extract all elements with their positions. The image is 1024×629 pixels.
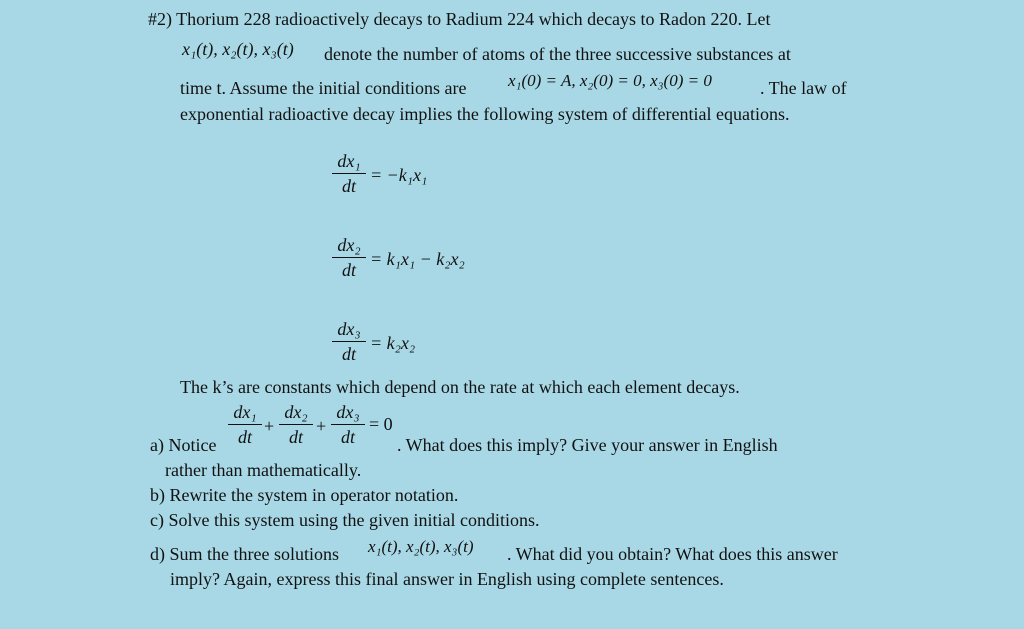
- part-a-label: a) Notice: [150, 435, 217, 455]
- initial-conditions: x₁(0) = A, x₂(0) = 0, x₃(0) = 0: [508, 71, 712, 90]
- denote-line: denote the number of atoms of the three successive substances at: [324, 44, 791, 64]
- equation-3-lhs: [332, 318, 366, 365]
- part-b: b) Rewrite the system in operator notation.: [150, 485, 459, 505]
- equation-3-denominator: dt: [341, 344, 356, 364]
- equation-2-denominator: dt: [341, 260, 356, 280]
- fraction-bar: [332, 173, 366, 174]
- intro-line: #2) Thorium 228 radioactively decays to Radium 224 which decays to Radon 220. Let: [148, 9, 771, 29]
- sum-term-1: [228, 401, 262, 448]
- variables-inline: x₁(t), x₂(t), x₃(t): [182, 39, 294, 59]
- time-line: time t. Assume the initial conditions are: [180, 78, 467, 98]
- part-d-variables: x₁(t), x₂(t), x₃(t): [368, 537, 474, 556]
- sum-term-1-denominator: dt: [237, 427, 252, 447]
- exponential-line: exponential radioactive decay implies the following system of differential equations.: [180, 104, 790, 124]
- plus-sign-2: +: [316, 416, 327, 436]
- sum-term-2-denominator: dt: [288, 427, 303, 447]
- part-d-question-cont: imply? Again, express this final answer in English using complete sentences.: [170, 569, 724, 589]
- equation-2-rhs: = k₁x₁ − k₂x₂: [370, 249, 465, 269]
- equation-1-rhs: = −k₁x₁: [370, 165, 428, 185]
- equation-1-numerator: dx₁: [337, 151, 361, 171]
- sum-term-2-numerator: dx₂: [284, 402, 308, 422]
- sum-term-3-numerator: dx₃: [336, 402, 360, 422]
- equation-3-rhs: = k₂x₂: [370, 333, 416, 353]
- constants-line: The k’s are constants which depend on the rate at which each element decays.: [180, 377, 740, 397]
- part-a-question-cont: rather than mathematically.: [165, 460, 362, 480]
- equation-3-numerator: dx₃: [337, 319, 361, 339]
- part-d-label: d) Sum the three solutions: [150, 544, 339, 564]
- sum-term-3: [331, 401, 365, 448]
- sum-term-2: [279, 401, 313, 448]
- fraction-bar: [279, 424, 313, 425]
- fraction-bar: [228, 424, 262, 425]
- equation-2-lhs: [332, 234, 366, 281]
- sum-equals-zero: = 0: [369, 414, 393, 434]
- fraction-bar: [331, 424, 365, 425]
- equation-1-lhs: [332, 150, 366, 197]
- part-d-question: . What did you obtain? What does this answer: [507, 544, 838, 564]
- equation-2-numerator: dx₂: [337, 235, 361, 255]
- plus-sign-1: +: [264, 416, 275, 436]
- sum-term-3-denominator: dt: [340, 427, 355, 447]
- law-line: . The law of: [760, 78, 847, 98]
- sum-term-1-numerator: dx₁: [233, 402, 257, 422]
- equation-1-denominator: dt: [341, 176, 356, 196]
- part-c: c) Solve this system using the given initial conditions.: [150, 510, 540, 530]
- fraction-bar: [332, 341, 366, 342]
- fraction-bar: [332, 257, 366, 258]
- part-a-question: . What does this imply? Give your answer in English: [397, 435, 778, 455]
